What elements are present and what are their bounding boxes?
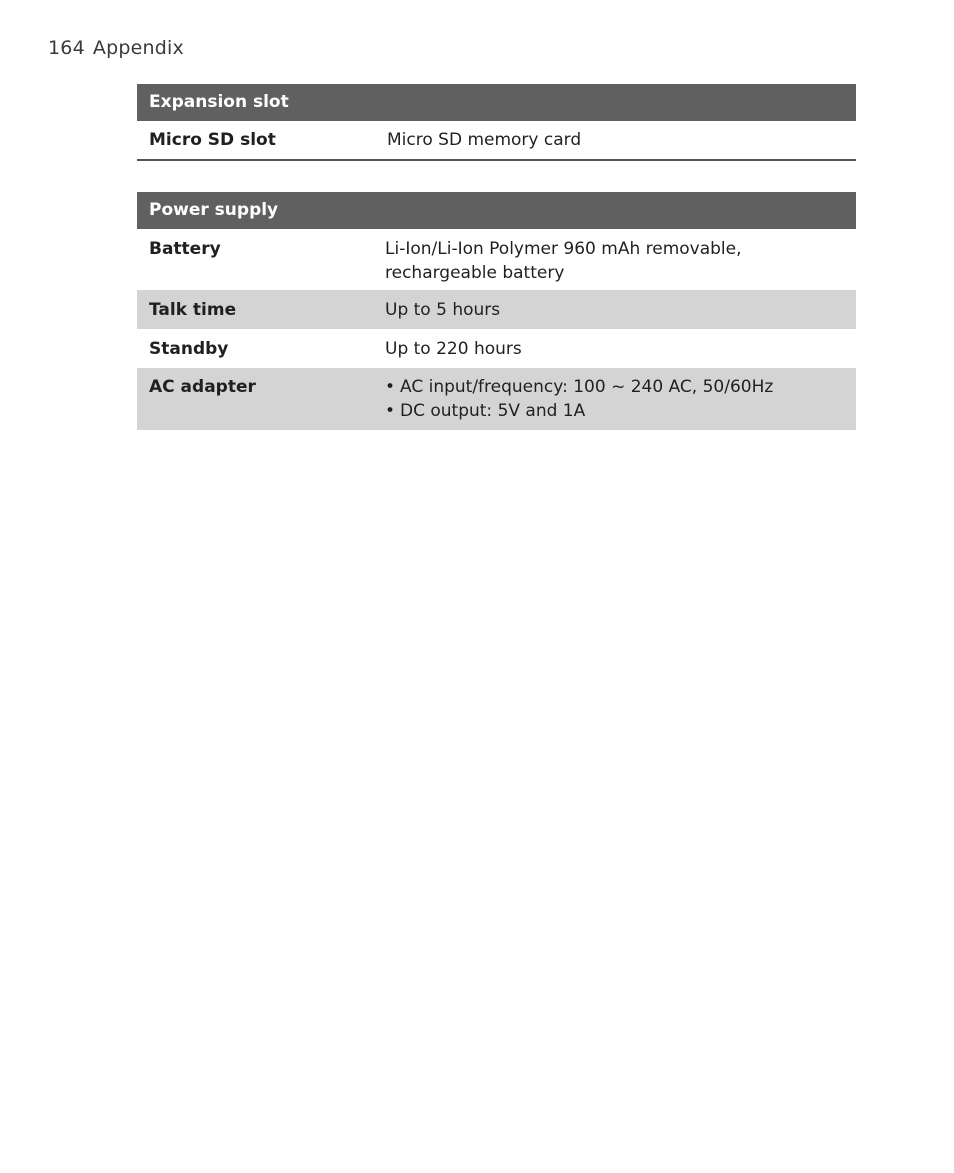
row-value (385, 375, 856, 430)
row-label: Battery (149, 239, 221, 259)
expansion-slot-heading: Expansion slot (137, 84, 856, 121)
row-label: Talk time (149, 299, 237, 320)
table-row-battery (137, 229, 856, 290)
page-number: 164 (48, 37, 85, 59)
row-value (385, 237, 856, 290)
battery-line-2: rechargeable battery (385, 263, 565, 283)
table-row-talk-time (137, 290, 856, 329)
row-value: Up to 5 hours (385, 299, 501, 320)
table-row-ac-adapter (137, 368, 856, 430)
row-label: AC adapter (149, 377, 256, 397)
list-item: • AC input/frequency: 100 ~ 240 AC, 50/60Hz (385, 375, 844, 399)
battery-line-1: Li-Ion/Li-Ion Polymer 960 mAh removable, (385, 239, 742, 259)
page-header (48, 37, 184, 59)
row-label: Micro SD slot (149, 130, 276, 150)
table-row (137, 121, 856, 161)
ac-adapter-list (385, 375, 844, 423)
list-item: • DC output: 5V and 1A (385, 399, 844, 423)
power-supply-heading: Power supply (137, 192, 856, 229)
section-title: Appendix (92, 37, 184, 59)
row-value: Micro SD memory card (387, 130, 582, 150)
row-value: Up to 220 hours (385, 338, 522, 359)
table-row-standby (137, 329, 856, 368)
expansion-slot-table (137, 84, 856, 161)
power-supply-table (137, 192, 856, 430)
row-label: Standby (149, 338, 229, 359)
